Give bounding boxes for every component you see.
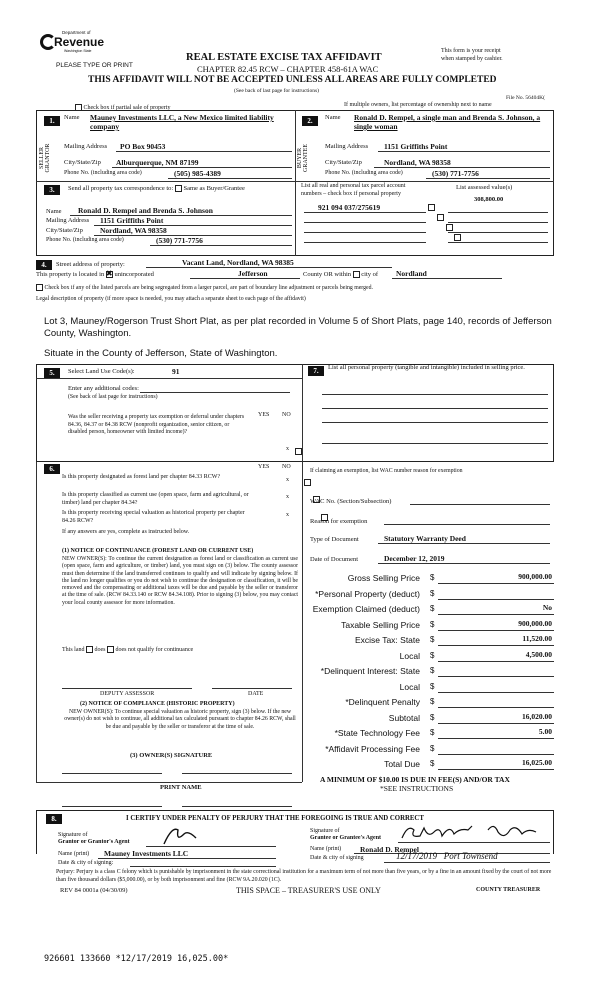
located-row: This property is located in ✖ unincorporated [36,271,154,278]
seller-phone-value: (505) 985-4389 [174,169,221,178]
calc-dollar: $ [430,759,435,768]
calc-dollar: $ [430,728,435,737]
land-use-label: Select Land Use Code(s): [68,368,135,375]
minimum-note: A MINIMUM OF $10.00 IS DUE IN FEE(S) AND/OR TAX [320,775,510,784]
additional-codes-label: Enter any additional codes: [68,385,139,392]
dor-logo [40,30,105,56]
parcel-checkbox-2[interactable] [437,214,444,221]
parties-divider [295,110,296,256]
owner-signature-label: (3) OWNER(S) SIGNATURE [130,752,213,759]
s3-phone-line [150,245,292,246]
buyer-side-label: BUYER GRANTEE [297,144,309,172]
calc-dollar: $ [430,604,435,613]
notice-1-title: (1) NOTICE OF CONTINUANCE (FOREST LAND OR CURRENT USE) [62,548,254,554]
seller-mailing-line [116,151,292,152]
grantee-sig-line [398,842,550,843]
section-5-number: 5. [44,368,60,378]
personal-property-line-1 [322,394,548,395]
form-warning: THIS AFFIDAVIT WILL NOT BE ACCEPTED UNLESS ALL AREAS ARE FULLY COMPLETED [88,75,497,85]
calc-dollar: $ [430,573,435,582]
street-value: Vacant Land, Nordland, WA 98385 [182,258,294,267]
calc-line [438,692,554,693]
s3-name-value: Ronald D. Rempel and Brenda S. Johnson [78,206,213,215]
calc-line [438,723,554,724]
section-8-number: 8. [46,814,62,824]
perjury-text: Perjury: Perjury is a class C felony which is punishable by imprisonment in the state correctional institution for a maximum term of not more than five years, or by a fine in an amount fixed by the court of not more than five thousand dollars ($5,000.00), or by both imprisonment and fine (RCW 9A.20.020 (1C). [56,869,552,883]
deputy-label: DEPUTY ASSESSOR [100,691,155,697]
seller-phone-label: Phone No. (including area code) [64,170,142,176]
seller-city-value: Alburquerque, NM 87199 [116,158,199,167]
notice-2-body: NEW OWNER(S): To continue special valuation as historic property, sign (3) below. If the new owner(s) do not wish to continue, all additional tax calculated pursuant to chapter 84.26 RCW, shall be due and payable by the seller or transferor at the time of sale. [64,709,296,730]
city-line [392,278,502,279]
notice-2-title: (2) NOTICE OF COMPLIANCE (HISTORIC PROPERTY) [80,701,235,707]
county-or-row: County OR within city of [303,271,379,278]
calc-line [438,599,554,600]
please-type: PLEASE TYPE OR PRINT [56,62,133,69]
buyer-name-value: Ronald D. Rempel, a single man and Brenda S. Johnson, a single woman [354,113,541,131]
grantee-print-label: Name (print) [310,846,342,852]
calc-dollar: $ [430,588,435,598]
calc-dollar: $ [430,650,435,660]
s3-city-label: City/State/Zip [46,227,83,234]
parties-row-divider [36,181,554,182]
calc-dollar: $ [430,743,435,753]
calc-dollar: $ [430,712,435,722]
county-value: Jefferson [238,269,268,278]
calc-dollar: $ [430,619,435,629]
grantee-date-label: Date & city of signing [310,855,364,861]
parcel-checkbox-3[interactable] [446,224,453,231]
legal-description-1: Lot 3, Mauney/Rogerson Trust Short Plat, as per plat recorded in Volume 5 of Short Plats, page 140, records of Jefferson County, Washington. [44,316,552,339]
calc-label: *Delinquent Interest: State [320,666,420,676]
receipt-note-1: This form is your receipt [441,48,501,54]
calc-line [438,583,554,584]
grantee-print-value: Ronald D. Rempel [360,845,419,854]
parcel-checkbox-1[interactable] [428,204,435,211]
parcel-header: List all real and personal tax parcel account numbers – check box if personal property [301,183,406,197]
calc-line [438,676,554,677]
personal-property-label: List all personal property (tangible and intangible) included in selling price. [328,364,525,371]
personal-property-line-3 [322,422,548,423]
personal-property-line-2 [322,408,548,409]
grantor-print-value: Mauney Investments LLC [104,849,189,858]
calc-line [438,738,554,739]
s5-no-mark: x [286,446,289,452]
grantee-date-line [384,862,550,863]
street-line [146,267,392,268]
print-name-line-2 [182,806,292,807]
calc-label: *Affidavit Processing Fee [325,743,420,754]
does-checkbox[interactable] [86,646,93,653]
parcel-checkbox-4[interactable] [454,234,461,241]
calc-value: 900,000.00 [518,572,552,581]
buyer-mailing-line [378,151,550,152]
parcel-line-2 [304,222,426,223]
s5-yes-header: YES [258,412,270,418]
street-label: Street address of property: [56,261,125,268]
does-not-checkbox[interactable] [107,646,114,653]
buyer-city-line [374,167,550,168]
calc-value: 16,025.00 [522,758,552,767]
s5-see-back: (See back of last page for instructions) [68,394,158,400]
seller-city-label: City/State/Zip [64,159,101,166]
s6-q1: Is this property designated as forest land per chapter 84.33 RCW? [62,474,221,480]
buyer-phone-value: (530) 771-7756 [432,169,479,178]
calc-label: Local [399,650,420,661]
s6-yes-header: YES [258,464,270,470]
doc-type-line [378,543,550,544]
seller-mailing-label: Mailing Address [64,143,108,150]
calc-label: Total Due [384,759,420,769]
reason-line [384,524,550,525]
grantor-sig-line [146,846,276,847]
grantor-date-label: Date & city of signing: [58,860,114,866]
calc-label: Subtotal [388,712,420,723]
parcel-line-3 [304,232,426,233]
s6-q2: Is this property classified as current use (open space, farm and agricultural, or timber) land per chapter 84.34? [62,492,249,506]
treasurer-space: THIS SPACE – TREASURER'S USE ONLY [236,886,381,895]
wac-label: WAC No. (Section/Subsection) [310,498,392,505]
calc-line [438,707,554,708]
calc-line [438,769,554,770]
multiple-owners-note: If multiple owners, list percentage of ownership next to name [344,102,492,108]
buyer-phone-label: Phone No. (including area code) [325,170,403,176]
logo-text-top: Department of [62,30,91,35]
assessed-header: List assessed value(s) [456,184,513,191]
grantor-print-line [98,858,276,859]
buyer-city-value: Nordland, WA 98358 [384,158,451,167]
s5-no-header: NO [282,412,291,418]
s6-q1-yes-checkbox[interactable] [304,479,311,486]
section-4-number: 4. [36,260,52,270]
owner-sig-line-2 [182,773,292,774]
assessed-line-3 [448,232,548,233]
deputy-line [62,688,192,689]
calc-label: Exemption Claimed (deduct) [312,604,420,614]
land-use-value: 91 [172,367,180,376]
s6-q3: Is this property receiving special valuation as historical property per chapter 84.26 RCW? [62,510,245,524]
doc-date-value: December 12, 2019 [384,554,445,563]
calc-value: 11,520.00 [522,634,552,643]
parcel-line-4 [304,242,426,243]
seller-name-label: Name [64,114,80,121]
buyer-phone-line [426,178,550,179]
file-no: File No. 56404K( [506,95,545,101]
s6-q2-no-mark: x [286,494,289,500]
s5-header-line [36,378,302,379]
receipt-note-2: when stamped by cashier. [441,56,503,62]
cashier-stamp: 926601 133660 *12/17/2019 16,025.00* [44,954,229,964]
calc-label: Gross Selling Price [347,573,420,583]
s3-mailing-label: Mailing Address [46,217,90,224]
sections-5-7-divider [302,364,303,462]
calc-value: No [542,603,552,612]
see-back-header: (See back of last page for instructions) [234,88,319,94]
reason-label: Reason for exemption [310,518,368,525]
parcel-value: 921 094 037/275619 [318,203,381,212]
s3-phone-value: (530) 771-7756 [156,236,203,245]
s5-yes-checkbox[interactable] [295,448,302,455]
seller-phone-line [168,178,292,179]
buyer-mailing-label: Mailing Address [325,143,369,150]
notice-1-body: NEW OWNER(S): To continue the current designation as forest land or classification as current use (open space, farm and agriculture, or timber) land, you must sign on (3) below. The county assessor must then determine if the land transferred continues to qualify and will indicate by signing below. If the land no longer qualifies or you do not wish to continue the designation or classification, it will be removed and the compensating or additional taxes will be due and payable by the seller or transferor at the time of sale. (RCW 84.33.140 or RCW 84.34.108). Prior to signing (3) below, you may contact your local county assessor for more information. [62,556,298,606]
county-treasurer: COUNTY TREASURER [476,887,541,893]
wac-line [410,504,550,505]
buyer-mailing-value: 1151 Griffiths Point [384,142,448,151]
see-instructions: *SEE INSTRUCTIONS [380,784,454,793]
partial-sale-label: Check box if partial sale of property [83,104,171,111]
seller-city-line [112,167,292,168]
owner-sig-line-1 [62,773,162,774]
city-value: Nordland [396,269,427,278]
s6-no-header: NO [282,464,291,470]
deputy-date-label: DATE [248,691,264,697]
same-as-buyer-label: Same as Buyer/Grantee [183,185,245,192]
seller-mailing-value: PO Box 90453 [120,142,166,151]
form-subtitle: CHAPTER 82.45 RCW – CHAPTER 458-61A WAC [197,64,379,74]
grantor-sig-label: Signature of Grantor or Grantor's Agent [58,832,130,845]
assessed-line-4 [448,242,548,243]
parcel-line-1 [304,212,426,213]
grantee-date-value: 12/17/2019 Port Townsend [396,851,498,861]
assessed-line-1 [448,212,548,213]
doc-type-label: Type of Document [310,536,359,543]
city-checkbox[interactable] [353,271,360,278]
calc-label: *State Technology Fee [334,728,420,738]
doc-date-line [378,563,550,564]
section-1-number: 1. [44,116,60,126]
section-6-number: 6. [44,464,60,474]
grantor-date-line [130,866,276,867]
section-7-number: 7. [308,366,324,376]
rev-number: REV 84 0001a (04/30/09) [60,887,128,894]
segregated-checkbox[interactable] [36,284,43,291]
assessed-line-2 [448,222,548,223]
calc-dollar: $ [430,681,435,691]
calc-line [438,630,554,631]
grantor-print-label: Name (print) [58,851,90,857]
same-as-buyer-checkbox[interactable] [175,185,182,192]
print-name-label: PRINT NAME [160,784,202,791]
calc-label: Local [399,681,420,692]
calc-dollar: $ [430,697,435,706]
calc-line [438,754,554,755]
s6-if-yes: If any answers are yes, complete as instructed below. [62,529,190,535]
exemption-question: Was the seller receiving a property tax exemption or deferral under chapters 84.36, 84.37 or 84.38 RCW (nonprofit organization, senior citizen, or disabled person, homeowner with limited income)? [68,414,245,435]
section-2-number: 2. [302,116,318,126]
grantee-sig-label: Signature of Grantee or Grantee's Agent [310,828,382,841]
deputy-date-line [212,688,292,689]
segregated-row: Check box if any of the listed parcels are being segregated from a larger parcel, are part of boundary line adjustment or parcels being merged. [36,284,373,291]
certify-text: I CERTIFY UNDER PENALTY OF PERJURY THAT THE FOREGOING IS TRUE AND CORRECT [126,815,424,822]
grantor-signature [162,824,198,848]
buyer-name-label: Name [325,114,341,121]
s3-phone-label: Phone No. (including area code) [46,237,124,243]
calc-dollar: $ [430,635,435,644]
s6-q1-no-mark: x [286,477,289,483]
exemption-note: If claiming an exemption, list WAC number reason for exemption [310,468,463,474]
section-3-number: 3. [44,185,60,195]
doc-date-label: Date of Document [310,556,359,563]
additional-codes-line [140,392,290,393]
assessed-value: 308,800.00 [474,196,504,203]
s6-q3-no-mark: x [286,512,289,518]
calc-value: 16,020.00 [522,711,552,721]
section-3-label: Send all property tax correspondence to: Same as Buyer/Grantee [68,185,245,192]
calc-value: 900,000.00 [518,618,552,628]
doc-type-value: Statutory Warranty Deed [384,534,466,543]
print-name-line-1 [62,806,162,807]
s3-name-label: Name [46,208,62,215]
buyer-city-label: City/State/Zip [325,159,362,166]
legal-description-2: Situate in the County of Jefferson, State of Washington. [44,348,278,359]
calc-value: 5.00 [538,727,552,736]
s6-left-border [36,462,37,782]
continuance-row: This land does does not qualify for continuance [62,646,194,653]
s3-city-value: Nordland, WA 98358 [100,226,167,235]
seller-side-label: SELLER GRANTOR [39,143,51,173]
calc-dollar: $ [430,666,435,675]
s6-bottom-border [36,782,302,783]
calc-line [438,614,554,615]
calc-line [438,645,554,646]
calc-label: Taxable Selling Price [341,619,420,630]
form-title: REAL ESTATE EXCISE TAX AFFIDAVIT [186,52,382,63]
calc-line [438,661,554,662]
calc-label: Excise Tax: State [354,635,420,645]
legal-label: Legal description of property (if more space is needed, you may attach a separate sheet to each page of the affidavit) [36,296,306,302]
personal-property-line-4 [322,443,548,444]
s3-mailing-value: 1151 Griffiths Point [100,216,164,225]
calc-value: 4,500.00 [525,649,552,659]
county-line [190,278,300,279]
logo-text-sub: Washington State [64,49,92,53]
logo-text-main: Revenue [54,35,105,49]
seller-name-value: Mauney Investments LLC, a New Mexico limited liability company [90,113,274,131]
calc-label: *Delinquent Penalty [345,697,420,707]
unincorporated-checkbox[interactable] [106,271,113,278]
calc-label: *Personal Property (deduct) [315,588,420,599]
